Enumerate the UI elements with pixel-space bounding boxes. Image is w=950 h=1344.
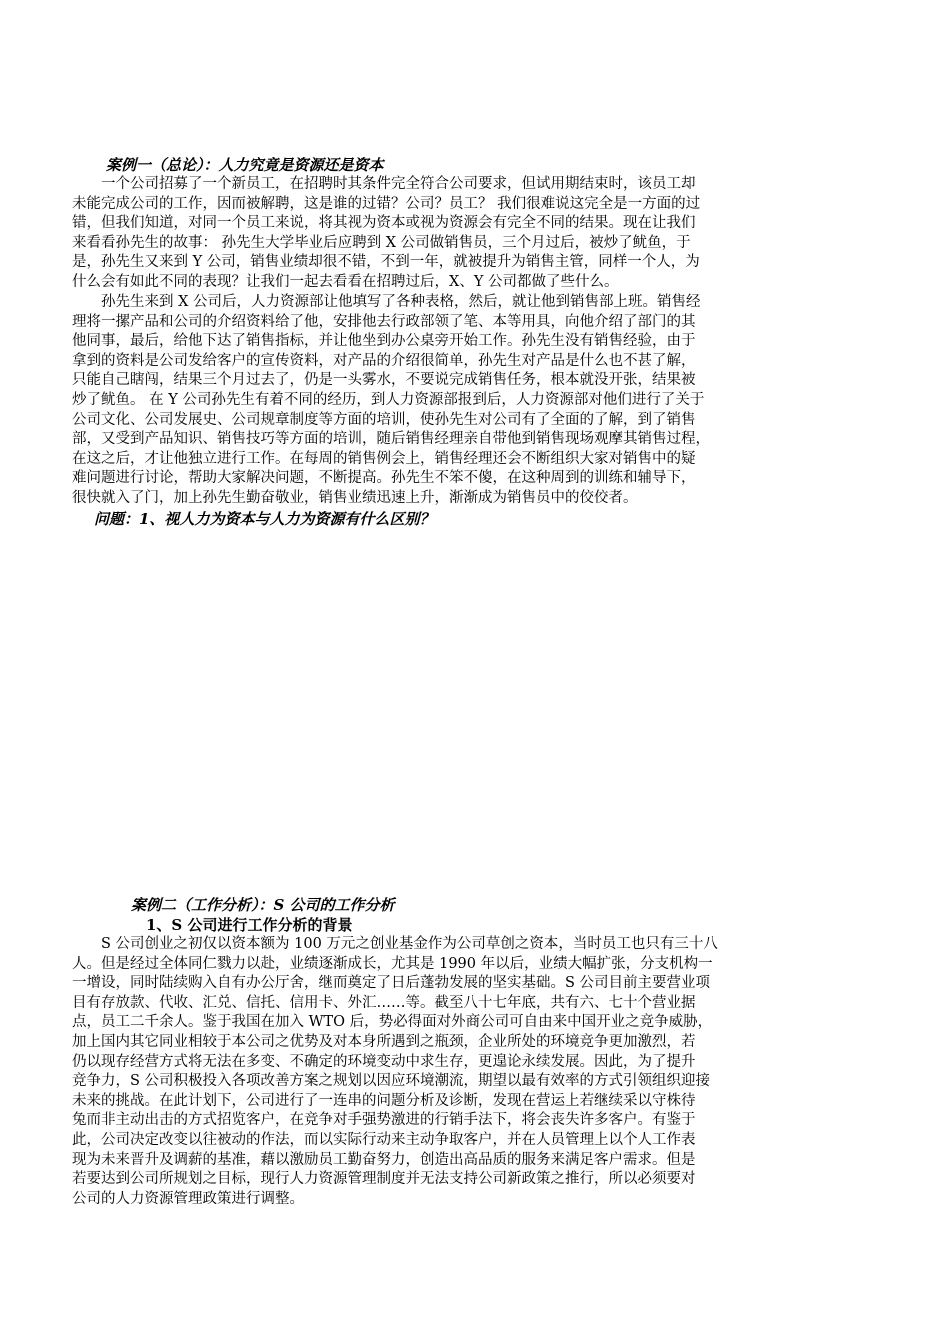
- text-line: S 公司创业之初仅以资本额为 100 万元之创业基金作为公司草创之资本，当时员工也只有三十八: [101, 936, 718, 952]
- text-line: 兔而非主动出击的方式招览客户，在竞争对手强势激进的行销手法下，将会丧失许多客户。有鉴于: [72, 1112, 696, 1129]
- text-line: 若要达到公司所规划之目标，现行人力资源管理制度并无法支持公司新政策之推行，所以必须要对: [72, 1171, 696, 1188]
- case2-title: 案例二（工作分析）：S 公司的工作分析: [131, 896, 395, 914]
- text-line: 此，公司决定改变以往被动的作法，而以实际行动来主动争取客户，并在人员管理上以个人工作表: [72, 1131, 696, 1148]
- case1-paragraph-1: [72, 175, 880, 293]
- case2-subtitle: 1、S 公司进行工作分析的背景: [146, 916, 353, 934]
- text-line: 只能自己瞎闯，结果三个月过去了，仍是一头雾水，不要说完成销售任务，根本就没开张，结果被: [72, 372, 696, 389]
- text-line: 什么会有如此不同的表现？让我们一起去看看在招聘过后，X、Y 公司都做了些什么。: [72, 273, 619, 290]
- text-line: 公司的人力资源管理政策进行调整。: [72, 1190, 304, 1207]
- text-line: 仍以现存经营方式将无法在多变、不确定的环境变动中求生存，更遑论永续发展。因此，为了提升: [72, 1053, 696, 1070]
- text-line: 未来的挑战。在此计划下，公司进行了一连串的问题分析及诊断，发现在营运上若继续采以守株待: [72, 1092, 696, 1109]
- text-line: 部，又受到产品知识、销售技巧等方面的培训，随后销售经理亲自带他到销售现场观摩其销售过程，: [72, 431, 710, 448]
- text-line: 未能完成公司的工作，因而被解聘，这是谁的过错？公司？员工？ 我们很难说这完全是一方面的过: [72, 195, 701, 212]
- text-line: 点，员工二千余人。鉴于我国在加入 WTO 后，势必得面对外商公司可自由来中国开业之竞争威胁，: [72, 1014, 713, 1031]
- text-line: 错，但我们知道，对同一个员工来说，将其视为资本或视为资源会有完全不同的结果。现在让我们: [72, 215, 696, 232]
- text-line: 很快就入了门，加上孙先生勤奋敬业，销售业绩迅速上升，渐渐成为销售员中的佼佼者。: [72, 489, 638, 506]
- text-line: 加上国内其它同业相较于本公司之优势及对本身所遇到之瓶颈，企业所处的环境竞争更加激烈，若: [72, 1033, 696, 1050]
- text-line: 人。但是经过全体同仁戮力以赴，业绩逐渐成长，尤其是 1990 年以后，业绩大幅扩张，分支机构一: [72, 955, 713, 972]
- text-line: 他同事，最后，给他下达了销售指标，并让他坐到办公桌旁开始工作。孙先生没有销售经验，由于: [72, 333, 696, 350]
- text-line: 一增设，同时陆续购入自有办公厅舍，继而奠定了日后蓬勃发展的坚实基础。S 公司目前主要营业项: [72, 975, 711, 992]
- text-line: 竞争力，S 公司积极投入各项改善方案之规划以因应环境潮流，期望以最有效率的方式引领组织迎接: [72, 1073, 711, 1090]
- case1-paragraph-2: [72, 293, 880, 509]
- case1-title: 案例一（总论）：人力究竟是资源还是资本: [106, 156, 384, 174]
- text-line: 公司文化、公司发展史、公司规章制度等方面的培训，使孙先生对公司有了全面的了解，到了销售: [72, 411, 696, 428]
- text-line: 一个公司招募了一个新员工，在招聘时其条件完全符合公司要求，但试用期结束时，该员工却: [101, 176, 696, 192]
- text-line: 难问题进行讨论，帮助大家解决问题，不断提高。孙先生不笨不傻，在这种周到的训练和辅导下，: [72, 470, 696, 487]
- text-line: 现为未来晋升及调薪的基准，藉以激励员工勤奋努力，创造出高品质的服务来满足客户需求。但是: [72, 1151, 696, 1168]
- case1-question: 问题：1、视人力为资本与人力为资源有什么区别？: [94, 510, 435, 528]
- text-line: 孙先生来到 X 公司后，人力资源部让他填写了各种表格，然后，就让他到销售部上班。销售经: [101, 294, 701, 310]
- text-line: 在这之后，才让他独立进行工作。在每周的销售例会上，销售经理还会不断组织大家对销售中的疑: [72, 450, 696, 467]
- text-line: 炒了鱿鱼。 在 Y 公司孙先生有着不同的经历，到人力资源部报到后，人力资源部对他们进行了关于: [72, 391, 705, 408]
- text-line: 拿到的资料是公司发给客户的宣传资料，对产品的介绍很简单，孙先生对产品是什么也不甚了解，: [72, 352, 696, 369]
- text-line: 理将一摞产品和公司的介绍资料给了他，安排他去行政部领了笔、本等用具，向他介绍了部门的其: [72, 313, 696, 330]
- text-line: 来看看孙先生的故事： 孙先生大学毕业后应聘到 X 公司做销售员，三个月过后，被炒了鱿鱼，于: [72, 234, 691, 251]
- case2-paragraph-1: [72, 935, 880, 1209]
- text-line: 目有存放款、代收、汇兑、信托、信用卡、外汇……等。截至八十七年底，共有六、七十个营业据: [72, 994, 696, 1011]
- text-line: 是，孙先生又来到 Y 公司，销售业绩却很不错，不到一年，就被提升为销售主管，同样一个人，为: [72, 254, 700, 271]
